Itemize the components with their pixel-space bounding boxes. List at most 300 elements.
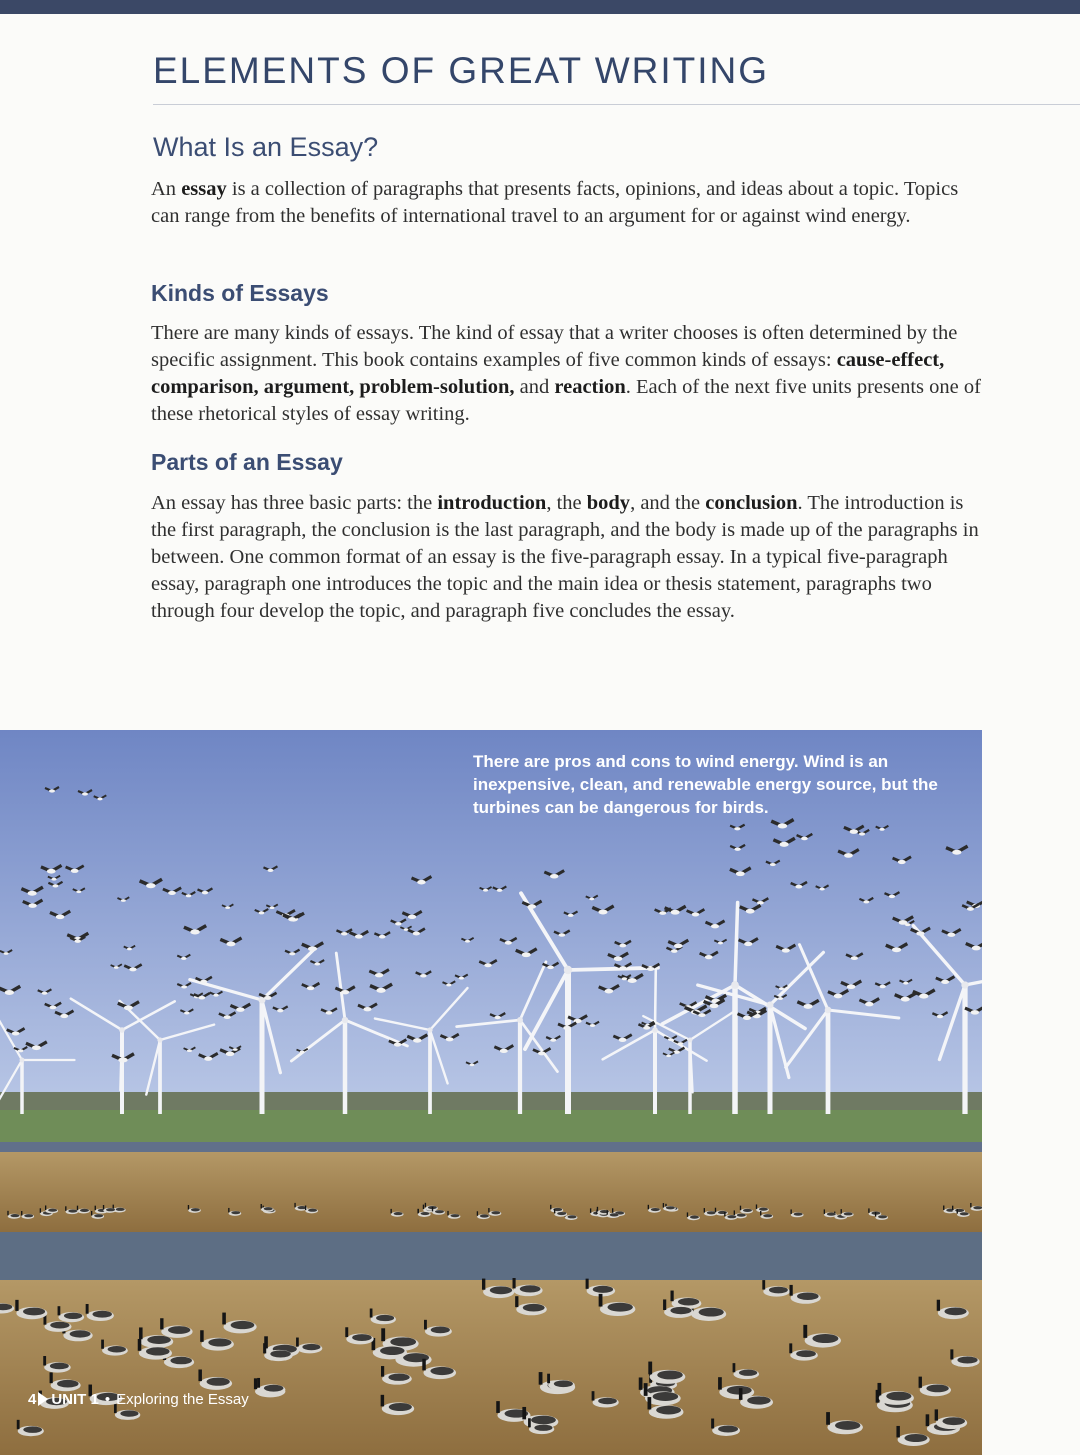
- goose-neck: [160, 1318, 163, 1329]
- goose-neck: [103, 1205, 104, 1210]
- goose-back: [50, 1322, 69, 1329]
- term-reaction: reaction: [554, 376, 626, 398]
- bird-body: [879, 985, 885, 988]
- goose-back: [388, 1373, 409, 1380]
- bird-body: [528, 904, 536, 908]
- goose-back: [835, 1421, 860, 1430]
- goose-neck: [875, 1212, 876, 1217]
- turbine-tower: [565, 970, 571, 1114]
- goose-neck: [599, 1294, 603, 1307]
- bird-body: [550, 874, 558, 879]
- goose-neck: [488, 1208, 489, 1213]
- goose-neck: [65, 1206, 66, 1211]
- goose-neck: [597, 1207, 598, 1212]
- bird-body: [497, 889, 503, 892]
- bird-body: [967, 907, 974, 911]
- goose-back: [191, 1208, 200, 1211]
- goose-back: [769, 1287, 788, 1294]
- bird-body: [698, 1013, 705, 1017]
- bird-body: [18, 1049, 24, 1052]
- parts-paragraph: [151, 490, 981, 625]
- goose-neck: [50, 1372, 53, 1383]
- goose-neck: [198, 1369, 201, 1381]
- turbine-tower: [732, 985, 738, 1114]
- goose-back: [523, 1304, 545, 1312]
- text-run: . The introduction is the first paragraph, the conclusion is the last paragraph, and the body is made up of the paragraphs in between. One common format of an essay is the five-paragraph essay. In a typical five-paragraph essay, paragraph one introduces the topic and the main idea or thesis statement, paragraphs two through four develop the topic, and paragraph five concludes the essay.: [151, 492, 979, 622]
- bird-body: [204, 1057, 212, 1061]
- goose-neck: [957, 1209, 958, 1214]
- goose-neck: [381, 1366, 384, 1377]
- goose-back: [610, 1213, 619, 1216]
- goose-back: [593, 1286, 613, 1293]
- bird-body: [355, 934, 363, 938]
- goose-neck: [704, 1208, 705, 1213]
- goose-neck: [790, 1285, 793, 1296]
- goose-neck: [733, 1363, 736, 1372]
- goose-back: [147, 1336, 171, 1344]
- bird-body: [674, 944, 683, 949]
- unit-label: UNIT 1: [51, 1390, 99, 1408]
- bird-body: [446, 983, 451, 986]
- bird-body: [780, 842, 789, 847]
- goose-back: [743, 1209, 752, 1212]
- bird-body: [226, 942, 235, 947]
- bird-body: [865, 1002, 873, 1007]
- bird-body: [889, 895, 895, 898]
- bird-body: [76, 890, 81, 893]
- goose-neck: [663, 1203, 664, 1208]
- bird-body: [363, 1007, 371, 1011]
- bird-body: [181, 957, 187, 960]
- section-heading: What Is an Essay?: [153, 132, 379, 162]
- goose-back: [92, 1311, 111, 1318]
- goose-back: [759, 1208, 768, 1211]
- goose-neck: [294, 1203, 295, 1208]
- goose-back: [430, 1367, 453, 1375]
- turbine-tower: [343, 1020, 348, 1114]
- goose-back: [653, 1392, 679, 1401]
- bird-body: [459, 977, 464, 980]
- bird-body: [568, 914, 574, 917]
- bird-body: [879, 828, 884, 831]
- goose-neck: [95, 1206, 96, 1211]
- goose-neck: [919, 1377, 922, 1388]
- goose-neck: [734, 1210, 735, 1215]
- bird-body: [538, 1051, 546, 1055]
- goose-neck: [740, 1206, 741, 1211]
- turbine-hub: [20, 1058, 25, 1063]
- bird-body: [341, 990, 349, 994]
- bird-body: [647, 967, 654, 971]
- goose-back: [926, 1384, 948, 1392]
- bird-body: [446, 1037, 454, 1041]
- goose-back: [763, 1214, 772, 1217]
- goose-back: [718, 1211, 727, 1214]
- bird-body: [619, 1038, 627, 1042]
- bird-body: [184, 1011, 190, 1014]
- bird-body: [259, 911, 265, 914]
- bird-body: [300, 1051, 305, 1054]
- goose-back: [797, 1292, 819, 1300]
- goose-back: [394, 1212, 403, 1215]
- turbine-tower: [158, 1040, 162, 1114]
- bird-body: [314, 962, 320, 965]
- bird-body: [859, 832, 865, 835]
- goose-back: [24, 1214, 33, 1217]
- bird-body: [671, 949, 678, 953]
- goose-back: [670, 1307, 691, 1314]
- bird-body: [668, 1038, 673, 1041]
- bird-body: [666, 1054, 671, 1057]
- bird-body: [32, 1045, 41, 1050]
- bird-body: [308, 946, 317, 951]
- turbine-hub: [564, 966, 572, 974]
- goose-neck: [554, 1209, 555, 1214]
- goose-neck: [607, 1210, 608, 1215]
- bird-body: [590, 1024, 596, 1027]
- top-color-bar: [0, 0, 1080, 14]
- bird-body: [375, 973, 383, 977]
- bird-body: [744, 942, 752, 946]
- goose-back: [943, 1417, 965, 1425]
- bird-body: [213, 994, 218, 997]
- bird-body: [52, 884, 58, 887]
- goose-neck: [663, 1299, 666, 1310]
- goose-neck: [711, 1419, 714, 1429]
- bird-body: [819, 888, 825, 891]
- bird-body: [288, 917, 296, 921]
- bird-body: [71, 869, 79, 873]
- turbine-tower: [518, 1020, 522, 1114]
- goose-back: [116, 1208, 125, 1211]
- goose-neck: [40, 1208, 41, 1213]
- goose-back: [531, 1416, 556, 1425]
- goose-neck: [926, 1414, 930, 1426]
- parts-heading: Parts of an Essay: [151, 449, 343, 475]
- goose-neck: [58, 1306, 61, 1315]
- bird-body: [129, 967, 136, 971]
- goose-neck: [550, 1205, 551, 1210]
- turbine-hub: [825, 1007, 832, 1014]
- turbine-hub: [342, 1017, 348, 1023]
- goose-neck: [425, 1203, 426, 1208]
- turbine-hub: [517, 1017, 523, 1023]
- bird-body: [782, 948, 790, 952]
- bird-body: [795, 885, 802, 889]
- goose-neck: [21, 1211, 22, 1216]
- bird-body: [494, 1016, 501, 1019]
- goose-back: [739, 1370, 757, 1376]
- goose-back: [554, 1380, 573, 1387]
- goose-neck: [841, 1209, 842, 1214]
- bird-body: [198, 996, 205, 1000]
- bird-body: [678, 1042, 684, 1045]
- bird-body: [628, 978, 637, 983]
- goose-back: [270, 1350, 290, 1357]
- bird-body: [711, 924, 719, 928]
- turbine-hub: [652, 1027, 658, 1033]
- goose-neck: [254, 1378, 257, 1389]
- goose-neck: [305, 1205, 306, 1210]
- bird-body: [614, 956, 623, 961]
- term-body: body: [586, 492, 631, 514]
- bird-body: [844, 853, 853, 858]
- goose-neck: [528, 1418, 531, 1427]
- bird-body: [550, 1038, 556, 1041]
- turbine-hub: [731, 981, 739, 989]
- goose-neck: [77, 1206, 78, 1211]
- goose-back: [64, 1313, 82, 1319]
- bird-body: [622, 977, 628, 980]
- goose-neck: [7, 1211, 8, 1216]
- bird-body: [916, 931, 924, 935]
- goose-neck: [648, 1397, 652, 1409]
- goose-neck: [423, 1205, 424, 1210]
- goose-neck: [515, 1296, 518, 1307]
- bird-body: [863, 900, 869, 903]
- text-run: is a collection of paragraphs that presents facts, opinions, and ideas about a topic. Topics can range from the benefits of international travel to an argument for or against wind energy.: [151, 178, 959, 227]
- goose-back: [844, 1212, 853, 1215]
- goose-neck: [200, 1330, 203, 1342]
- goose-back: [707, 1211, 716, 1214]
- goose-neck: [381, 1395, 384, 1407]
- bird-body: [200, 980, 207, 984]
- turbine-tower: [260, 1000, 265, 1114]
- bird-body: [233, 1048, 238, 1051]
- photo-scene: [0, 730, 982, 1455]
- bird-body: [56, 915, 65, 920]
- bird-body: [801, 837, 808, 841]
- photo-caption: There are pros and cons to wind energy. Wind is an inexpensive, clean, and renewable energy source, but the turbines can be dangerous for birds.: [473, 752, 938, 817]
- bird-body: [395, 922, 402, 925]
- bird-body: [168, 891, 176, 895]
- bird-body: [413, 932, 420, 936]
- bird-body: [5, 990, 14, 995]
- green-meadow: [0, 1110, 982, 1144]
- goose-neck: [257, 1378, 260, 1388]
- goose-neck: [760, 1211, 761, 1216]
- bird-body: [903, 982, 908, 985]
- goose-back: [207, 1378, 230, 1386]
- goose-neck: [138, 1339, 142, 1351]
- goose-back: [146, 1347, 170, 1355]
- goose-neck: [370, 1309, 373, 1318]
- goose-back: [812, 1334, 838, 1343]
- goose-back: [390, 1337, 416, 1346]
- bird-body: [181, 985, 187, 988]
- turbine-tower: [653, 1030, 657, 1114]
- goose-back: [568, 1215, 577, 1218]
- goose-back: [699, 1308, 724, 1317]
- goose-back: [678, 1298, 699, 1305]
- bird-body: [124, 1005, 133, 1010]
- goose-neck: [45, 1205, 46, 1210]
- bird-body: [82, 792, 88, 795]
- bird-body: [236, 1007, 245, 1012]
- text-run: and: [514, 376, 555, 398]
- goose-back: [108, 1346, 126, 1352]
- bird-body: [659, 911, 666, 915]
- goose-back: [886, 1392, 911, 1401]
- goose-back: [450, 1214, 459, 1217]
- goose-neck: [482, 1279, 485, 1290]
- goose-neck: [756, 1204, 757, 1209]
- bird-body: [937, 1015, 944, 1018]
- goose-neck: [715, 1208, 716, 1213]
- goose-neck: [188, 1205, 189, 1210]
- goose-neck: [539, 1372, 543, 1385]
- goose-back: [80, 1209, 89, 1212]
- goose-neck: [648, 1362, 652, 1375]
- bird-body: [892, 947, 901, 952]
- goose-back: [727, 1215, 736, 1218]
- goose-neck: [877, 1383, 881, 1396]
- goose-neck: [586, 1279, 589, 1289]
- kinds-heading: Kinds of Essays: [151, 280, 329, 306]
- bird-body: [734, 827, 740, 830]
- goose-back: [657, 1370, 683, 1379]
- bird-body: [850, 829, 858, 834]
- turbine-hub: [961, 981, 968, 988]
- bird-body: [225, 906, 230, 909]
- goose-neck: [496, 1401, 500, 1413]
- goose-neck: [724, 1212, 725, 1217]
- page-footer: [28, 1387, 249, 1411]
- turbine-hub: [688, 1038, 693, 1043]
- bird-body: [547, 965, 554, 969]
- goose-neck: [639, 1377, 643, 1389]
- bird-body: [326, 1011, 333, 1015]
- goose-back: [651, 1208, 660, 1211]
- goose-neck: [296, 1338, 299, 1347]
- text-run: There are many kinds of essays. The kind of essay that a writer chooses is often determined by the specific assignment. This book contains examples of five common kinds of essays:: [151, 322, 958, 371]
- text-run: An: [151, 178, 182, 200]
- bird-body: [394, 1043, 401, 1047]
- goose-back: [170, 1357, 192, 1365]
- goose-neck: [687, 1212, 688, 1217]
- goose-neck: [612, 1208, 613, 1213]
- bird-body: [469, 1063, 474, 1066]
- goose-back: [878, 1215, 887, 1218]
- goose-neck: [139, 1327, 143, 1339]
- bird-body: [413, 1038, 422, 1043]
- bird-body: [919, 994, 928, 999]
- goose-back: [264, 1207, 273, 1210]
- goose-back: [168, 1326, 190, 1334]
- bird-body: [270, 906, 275, 909]
- bird-body: [743, 1016, 751, 1020]
- bird-body: [941, 980, 949, 984]
- bird-body: [420, 974, 427, 978]
- unit-title: Exploring the Essay: [116, 1390, 249, 1408]
- bird-body: [899, 920, 908, 925]
- essay-definition-paragraph: [151, 176, 981, 230]
- bird-body: [404, 928, 409, 931]
- text-run: , and the: [630, 492, 706, 514]
- bird-body: [190, 929, 200, 934]
- goose-back: [352, 1334, 372, 1341]
- bird-body: [376, 988, 385, 993]
- goose-back: [106, 1208, 115, 1211]
- goose-back: [380, 1347, 404, 1356]
- bird-body: [127, 948, 132, 951]
- goose-back: [23, 1308, 45, 1316]
- bird-body: [643, 1026, 650, 1030]
- turbine-hub: [427, 1027, 432, 1032]
- bird-body: [483, 889, 488, 892]
- bird-body: [417, 880, 426, 885]
- goose-back: [23, 1426, 42, 1433]
- goose-neck: [91, 1211, 92, 1216]
- bird-body: [671, 910, 680, 915]
- goose-back: [120, 1410, 138, 1416]
- goose-back: [955, 1209, 964, 1212]
- bird-body: [28, 891, 37, 896]
- bird-body: [734, 847, 740, 850]
- bird-body: [705, 955, 713, 959]
- bird-body: [952, 850, 961, 855]
- goose-neck: [424, 1320, 427, 1330]
- goose-back: [231, 1321, 255, 1329]
- goose-back: [737, 1214, 746, 1217]
- page-number: 4: [28, 1390, 37, 1408]
- goose-back: [491, 1211, 500, 1214]
- text-run: . Each of the next five units presents one of these rhetorical styles of essay writing.: [151, 376, 981, 425]
- goose-neck: [477, 1211, 478, 1216]
- bird-body: [264, 996, 271, 1000]
- goose-back: [431, 1327, 450, 1334]
- kinds-paragraph: [151, 320, 981, 428]
- goose-back: [827, 1213, 836, 1216]
- goose-neck: [718, 1377, 722, 1389]
- bird-body: [598, 910, 607, 915]
- turbine-tower: [962, 985, 967, 1114]
- bird-body: [484, 963, 492, 967]
- goose-neck: [739, 1388, 743, 1400]
- goose-neck: [43, 1356, 46, 1365]
- goose-back: [435, 1210, 444, 1213]
- goose-neck: [228, 1208, 229, 1213]
- bird-body: [500, 1049, 508, 1053]
- goose-neck: [789, 1343, 792, 1353]
- wind-turbine-bird-photo: [0, 730, 982, 1455]
- bird-body: [307, 986, 315, 990]
- arrow-icon: [38, 1392, 48, 1406]
- turbine-hub: [157, 1037, 162, 1042]
- bird-body: [42, 992, 48, 995]
- bird-body: [619, 966, 626, 970]
- goose-back: [68, 1209, 77, 1212]
- bird-body: [718, 942, 723, 945]
- goose-back: [70, 1330, 91, 1337]
- goose-neck: [17, 1420, 20, 1429]
- bird-body: [619, 944, 626, 948]
- goose-neck: [86, 1304, 89, 1314]
- bird-body: [505, 941, 512, 945]
- essay-types-list: cause-effect, comparison, argument, problem-solution,: [151, 349, 945, 398]
- goose-back: [973, 1206, 982, 1209]
- turbine-tower: [20, 1060, 24, 1114]
- goose-neck: [447, 1211, 448, 1216]
- bird-body: [224, 1015, 231, 1019]
- goose-neck: [15, 1300, 18, 1311]
- turbine-tower: [768, 1005, 773, 1114]
- goose-neck: [824, 1209, 825, 1214]
- goose-back: [50, 1363, 69, 1370]
- turbine-tower: [826, 1010, 831, 1114]
- bird-body: [522, 952, 531, 957]
- bird-body: [267, 869, 273, 872]
